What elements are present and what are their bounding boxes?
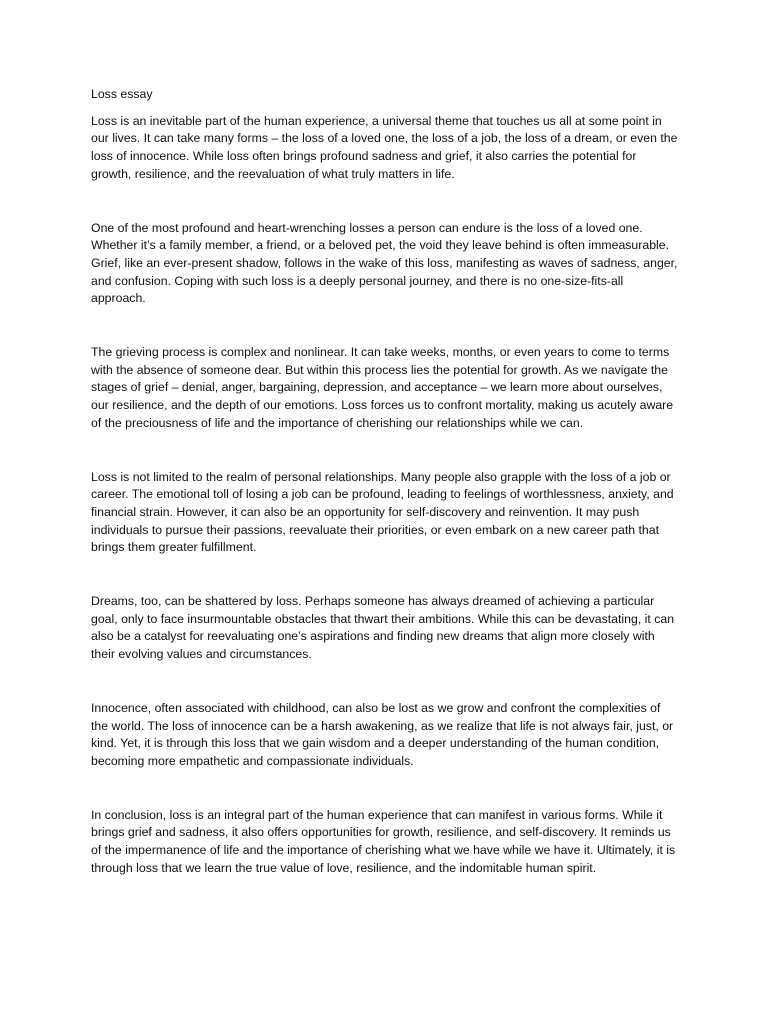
paragraph-dreams: Dreams, too, can be shattered by loss. Perhaps someone has always dreamed of achieving a particular goal, only to face insurmountable obstacles that thwart their ambitions. While this can be devastating, it can also be a catalyst for reevaluating one’s aspirations and finding new dreams that align more closely with their evolving values and circumstances. <box>91 594 675 662</box>
paragraph-intro: Loss is an inevitable part of the human experience, a universal theme that touches us all at some point in our lives. It can take many forms – the loss of a loved one, the loss of a job, the loss of a dream, or even the loss of innocence. While loss often brings profound sadness and grief, it also carries the potential for growth, resilience, and the reevaluation of what truly matters in life. <box>91 113 678 181</box>
paragraph-loved-one: One of the most profound and heart-wrenching losses a person can endure is the loss of a loved one. Whether it’s a family member, a friend, or a beloved pet, the void they leave behind is often immeasurable. Grief, like an ever-present shadow, follows in the wake of this loss, manifesting as waves of sadness, anger, and confusion. Coping with such loss is a deeply personal journey, and there is no one-size-fits-all approach. <box>91 220 678 306</box>
paragraph-conclusion: In conclusion, loss is an integral part of the human experience that can manifest in various forms. While it brings grief and sadness, it also offers opportunities for growth, resilience, and self-discovery. It reminds us of the impermanence of life and the importance of cherishing what we have while we have it. Ultimately, it is through loss that we learn the true value of love, resilience, and the indomitable human spirit. <box>91 807 676 875</box>
document-title: Loss essay <box>91 87 153 101</box>
paragraph-job-loss: Loss is not limited to the realm of personal relationships. Many people also grapple with the loss of a job or career. The emotional toll of losing a job can be profound, leading to feelings of worthlessness, anxiety, and financial strain. However, it can also be an opportunity for self-discovery and reinvention. It may push individuals to pursue their passions, reevaluate their priorities, or even embark on a new career path that brings them greater fulfillment. <box>91 469 674 555</box>
paragraph-innocence: Innocence, often associated with childhood, can also be lost as we grow and confront the complexities of the world. The loss of innocence can be a harsh awakening, as we realize that life is not always fair, just, or kind. Yet, it is through this loss that we gain wisdom and a deeper understanding of the human condition, becoming more empathetic and compassionate individuals. <box>91 700 674 768</box>
paragraph-grieving-process: The grieving process is complex and nonlinear. It can take weeks, months, or even years to come to terms with the absence of someone dear. But within this process lies the potential for growth. As we navigate the stages of grief – denial, anger, bargaining, depression, and acceptance – we learn more about ourselves, our resilience, and the depth of our emotions. Loss forces us to confront mortality, making us acutely aware of the preciousness of life and the importance of cherishing our relationships while we can. <box>91 345 674 430</box>
